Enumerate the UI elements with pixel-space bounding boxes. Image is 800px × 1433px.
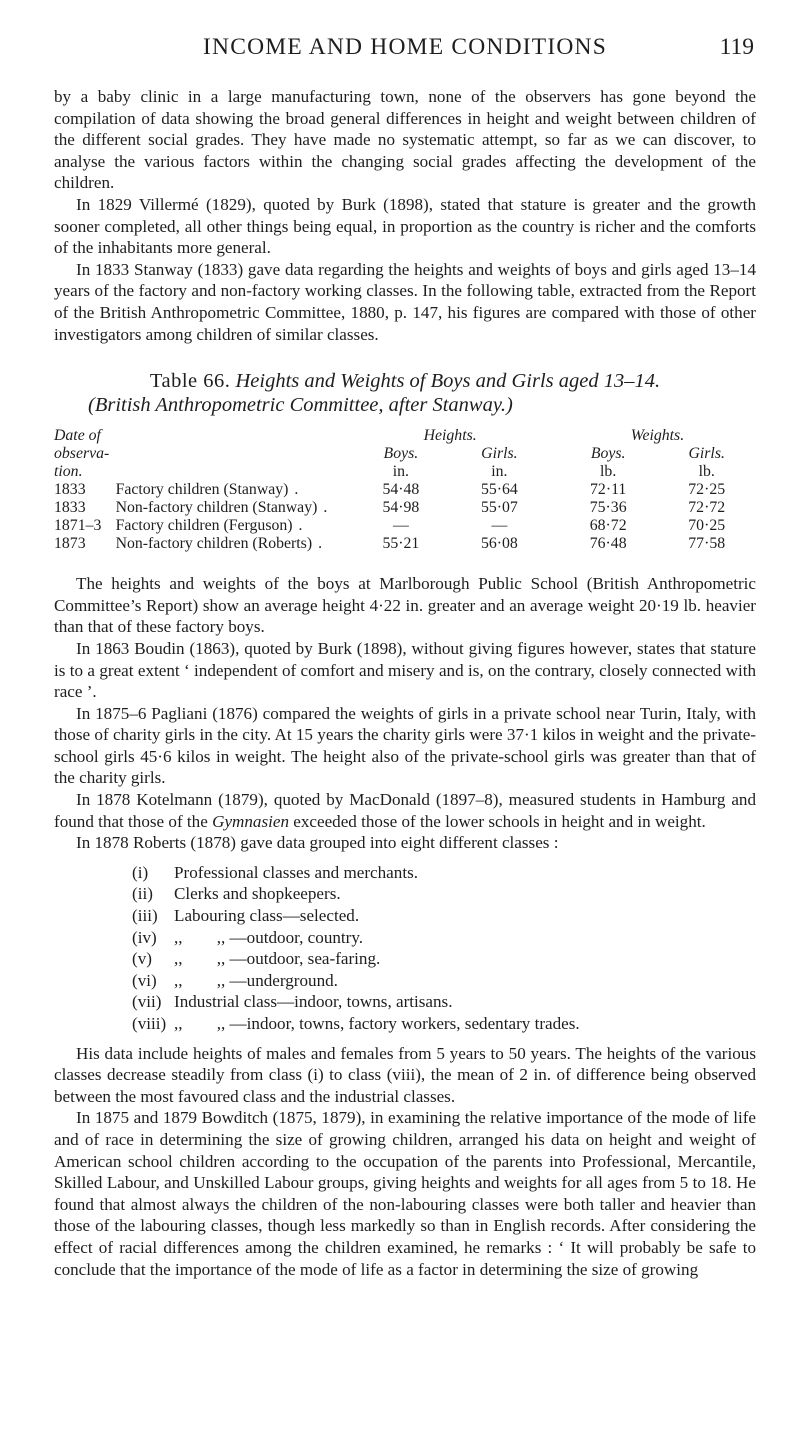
list-item-text: ,, ,, —outdoor, country. — [174, 927, 364, 947]
col-group-heights: Heights. — [423, 427, 477, 445]
col-weights-girls: Girls. — [688, 445, 725, 463]
col-group-weights: Weights. — [630, 427, 685, 445]
cell-date: 1871–3 — [54, 517, 102, 535]
list-item-text: ,, ,, —underground. — [174, 970, 338, 990]
running-title: INCOME AND HOME CONDITIONS — [203, 34, 607, 60]
cell-height-boys: 55·21 — [382, 535, 420, 553]
cell-leader: . — [294, 481, 299, 499]
list-item-text: Professional classes and merchants. — [174, 862, 418, 882]
cell-source: Factory children (Ferguson) — [115, 517, 293, 535]
running-head — [54, 34, 756, 74]
cell-height-girls: 55·64 — [480, 481, 518, 499]
cell-height-girls: 55·07 — [480, 499, 518, 517]
col-date-line1: Date of — [54, 427, 101, 445]
unit-weights-boys: lb. — [600, 463, 617, 481]
cell-weight-boys: 75·36 — [589, 499, 627, 517]
cell-weight-boys: 72·11 — [590, 481, 627, 499]
cell-height-girls: — — [491, 517, 508, 535]
cell-height-boys: — — [392, 517, 409, 535]
cell-date: 1833 — [54, 499, 86, 517]
paragraph-bowditch: In 1875 and 1879 Bowditch (1875, 1879), in examining the relative importance of the mode of life and of race in determining the size of growing children, arranged his data on height and weight of American school children according to the occupation of the parents into Professional, Mercantile, Skilled Labour, and Unskilled Labour groups, giving heights and weights for all ages from 5 to 18. He found that almost always the children of the non-labouring classes were both taller and heavier than those of the labouring classes, though less markedly so than in English records. After considering the effect of racial differences among the children examined, he remarks : ‘ It will probably be safe to conclude that the importance of the mode of life as a factor in determining the size of growing — [54, 1108, 756, 1279]
table-label: Table 66. — [149, 370, 231, 393]
classes-list — [54, 862, 756, 1035]
cell-weight-girls: 72·25 — [688, 481, 726, 499]
col-date-line2: observa- — [54, 445, 110, 463]
paragraph-boudin: In 1863 Boudin (1863), quoted by Burk (1898), without giving figures however, states that stature is to a great extent ‘ independent of comfort and misery and is, on the contrary, closely connected with race ’. — [54, 638, 756, 702]
table-title: Heights and Weights of Boys and Girls aged 13–14. — [235, 370, 661, 393]
paragraph-roberts-intro: In 1878 Roberts (1878) gave data grouped into eight different classes : — [76, 833, 559, 853]
list-item — [54, 883, 756, 905]
cell-leader: . — [318, 535, 323, 553]
list-item — [54, 970, 756, 992]
unit-heights-girls: in. — [491, 463, 508, 481]
table-header-row-2 — [54, 445, 756, 463]
list-item-text: Clerks and shopkeepers. — [174, 884, 341, 904]
cell-date: 1873 — [54, 535, 86, 553]
kotelmann-after: exceeded those of the lower schools in height and in weight. — [289, 811, 706, 831]
kotelmann-italic: Gymnasien — [212, 811, 289, 831]
paragraph-kotelmann — [54, 789, 756, 832]
cell-source: Non-factory children (Roberts) — [115, 535, 313, 553]
col-heights-boys: Boys. — [383, 445, 419, 463]
table-row — [54, 481, 756, 499]
list-item-number: (viii) — [132, 1014, 167, 1033]
cell-height-girls: 56·08 — [480, 535, 518, 553]
cell-weight-girls: 77·58 — [688, 535, 726, 553]
list-item-number: (vi) — [132, 970, 157, 990]
cell-weight-girls: 70·25 — [688, 517, 726, 535]
table-row — [54, 499, 756, 517]
paragraph-villerme: In 1829 Villermé (1829), quoted by Burk (1898), stated that stature is greater and the growth sooner completed, all other things being equal, in proportion as the country is richer and the comforts of the inhabitants more general. — [54, 194, 756, 258]
col-heights-girls: Girls. — [481, 445, 518, 463]
heights-weights-table — [54, 427, 756, 553]
list-item — [54, 927, 756, 949]
list-item-number: (iv) — [132, 927, 157, 947]
page — [0, 34, 800, 1433]
cell-source: Non-factory children (Stanway) — [115, 499, 318, 517]
table-units-row — [54, 463, 756, 481]
cell-height-boys: 54·98 — [382, 499, 420, 517]
list-item-number: (v) — [132, 949, 152, 969]
list-item-text: ,, ,, —indoor, towns, factory workers, sedentary trades. — [174, 1014, 580, 1033]
page-number: 119 — [719, 34, 754, 60]
paragraph-marlborough: The heights and weights of the boys at Marlborough Public School (British Anthropometric Committee’s Report) show an average height 4·22 in. greater and an average weight 20·19 lb. heavier than that of these factory boys. — [54, 574, 756, 637]
paragraph-stanway: In 1833 Stanway (1833) gave data regarding the heights and weights of boys and girls aged 13–14 years of the factory and non-factory working classes. In the following table, extracted from the Report of the British Anthropometric Committee, 1880, p. 147, his figures are compared with those of other investigators among children of similar classes. — [54, 259, 756, 344]
list-item — [54, 905, 756, 927]
table-row — [54, 517, 756, 535]
list-item — [54, 1013, 756, 1035]
list-item-number: (i) — [132, 862, 149, 882]
unit-weights-girls: lb. — [698, 463, 715, 481]
list-item — [54, 991, 756, 1013]
cell-weight-boys: 68·72 — [589, 517, 627, 535]
cell-source: Factory children (Stanway) — [115, 481, 289, 499]
list-item-text: ,, ,, —outdoor, sea-faring. — [174, 949, 381, 969]
col-weights-boys: Boys. — [590, 445, 626, 463]
list-item — [54, 862, 756, 884]
table-subtitle: (British Anthropometric Committee, after Stanway.) — [88, 394, 513, 417]
unit-heights-boys: in. — [392, 463, 409, 481]
list-item-text: Labouring class—selected. — [174, 906, 360, 926]
cell-leader: . — [323, 499, 328, 517]
kotelmann-before: In 1878 Kotelmann (1879), quoted by MacDonald (1897–8), measured students in Hamburg and found that those of the — [54, 790, 756, 831]
cell-height-boys: 54·48 — [382, 481, 420, 499]
list-item-text: Industrial class—indoor, towns, artisans. — [174, 992, 453, 1012]
list-item-number: (vii) — [132, 992, 162, 1012]
cell-date: 1833 — [54, 481, 86, 499]
cell-weight-girls: 72·72 — [688, 499, 726, 517]
table-header-row-1 — [54, 427, 756, 445]
list-item — [54, 948, 756, 970]
cell-weight-boys: 76·48 — [589, 535, 627, 553]
table-caption — [54, 369, 756, 417]
cell-leader: . — [298, 517, 303, 535]
col-date-line3: tion. — [54, 463, 83, 481]
paragraph-roberts-data: His data include heights of males and females from 5 years to 50 years. The heights of the various classes decrease steadily from class (i) to class (viii), the mean of 2 in. of difference being observed between the most favoured class and the industrial classes. — [54, 1043, 756, 1106]
list-item-number: (ii) — [132, 884, 153, 904]
paragraph-pagliani: In 1875–6 Pagliani (1876) compared the weights of girls in a private school near Turin, Italy, with those of charity girls in the city. At 15 years the charity girls were 37·1 kilos in weight and the private-school girls 45·6 kilos in weight. The height also of the private-school girls was greater than that of the charity girls. — [54, 703, 756, 788]
paragraph-intro: by a baby clinic in a large manufacturing town, none of the observers has gone beyond the compilation of data showing the broad general differences in height and weight between children of the different social grades. They have made no systematic attempt, so far as we can discover, to analyse the various factors within the changing social grades affecting the development of the children. — [54, 87, 756, 193]
table-row — [54, 535, 756, 553]
list-item-number: (iii) — [132, 906, 158, 926]
